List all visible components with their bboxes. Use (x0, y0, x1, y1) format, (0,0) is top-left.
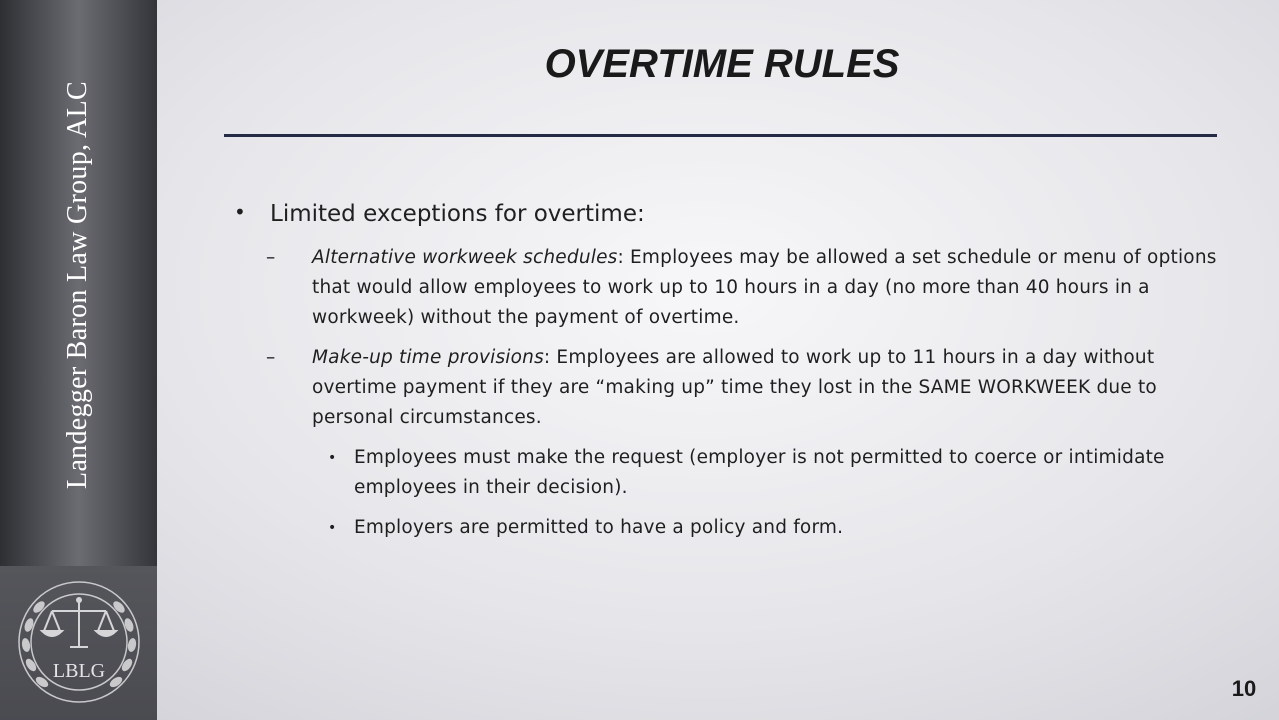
sub-bullet-make-up-time (228, 343, 1218, 433)
bullet-marker: • (328, 519, 337, 536)
sub-sub-bullet-request (228, 443, 1218, 503)
slide-body (228, 200, 1218, 553)
main-bullet (228, 200, 1218, 229)
sub-bullet-lead: Alternative workweek schedules (312, 246, 618, 268)
sub-sub-bullet-policy (228, 513, 1218, 543)
firm-name: Landegger Baron Law Group, ALC (62, 81, 93, 489)
sub-bullet-text: : Employees are allowed to work up to 11 hours in a day without overtime payment if they are “making up” time they lost in the SAME WORKWEEK due to personal circumstances. (312, 346, 1157, 428)
logo-text: LBLG (52, 660, 106, 682)
dash-marker: – (266, 246, 276, 268)
title-divider (224, 134, 1217, 137)
scales-of-justice-icon (12, 575, 146, 709)
sub-sub-bullet-text: Employees must make the request (employer is not permitted to coerce or intimidate employees in their decision). (354, 446, 1165, 498)
bullet-marker: • (328, 449, 337, 466)
sub-bullet-text: : Employees may be allowed a set schedule or menu of options that would allow employees to work up to 10 hours in a day (no more than 40 hours in a workweek) without the payment of overtime. (312, 246, 1217, 328)
sub-bullet-lead: Make-up time provisions (312, 346, 544, 368)
sidebar (0, 0, 157, 720)
sub-sub-bullet-text: Employers are permitted to have a policy and form. (354, 516, 844, 538)
sub-bullet-alternative-workweek (228, 243, 1218, 333)
bullet-marker: • (234, 200, 246, 224)
page-number: 10 (1231, 676, 1257, 701)
dash-marker: – (266, 346, 276, 368)
sidebar-banner (0, 0, 157, 566)
slide-title: OVERTIME RULES (544, 42, 900, 86)
main-bullet-text: Limited exceptions for overtime: (270, 201, 645, 227)
